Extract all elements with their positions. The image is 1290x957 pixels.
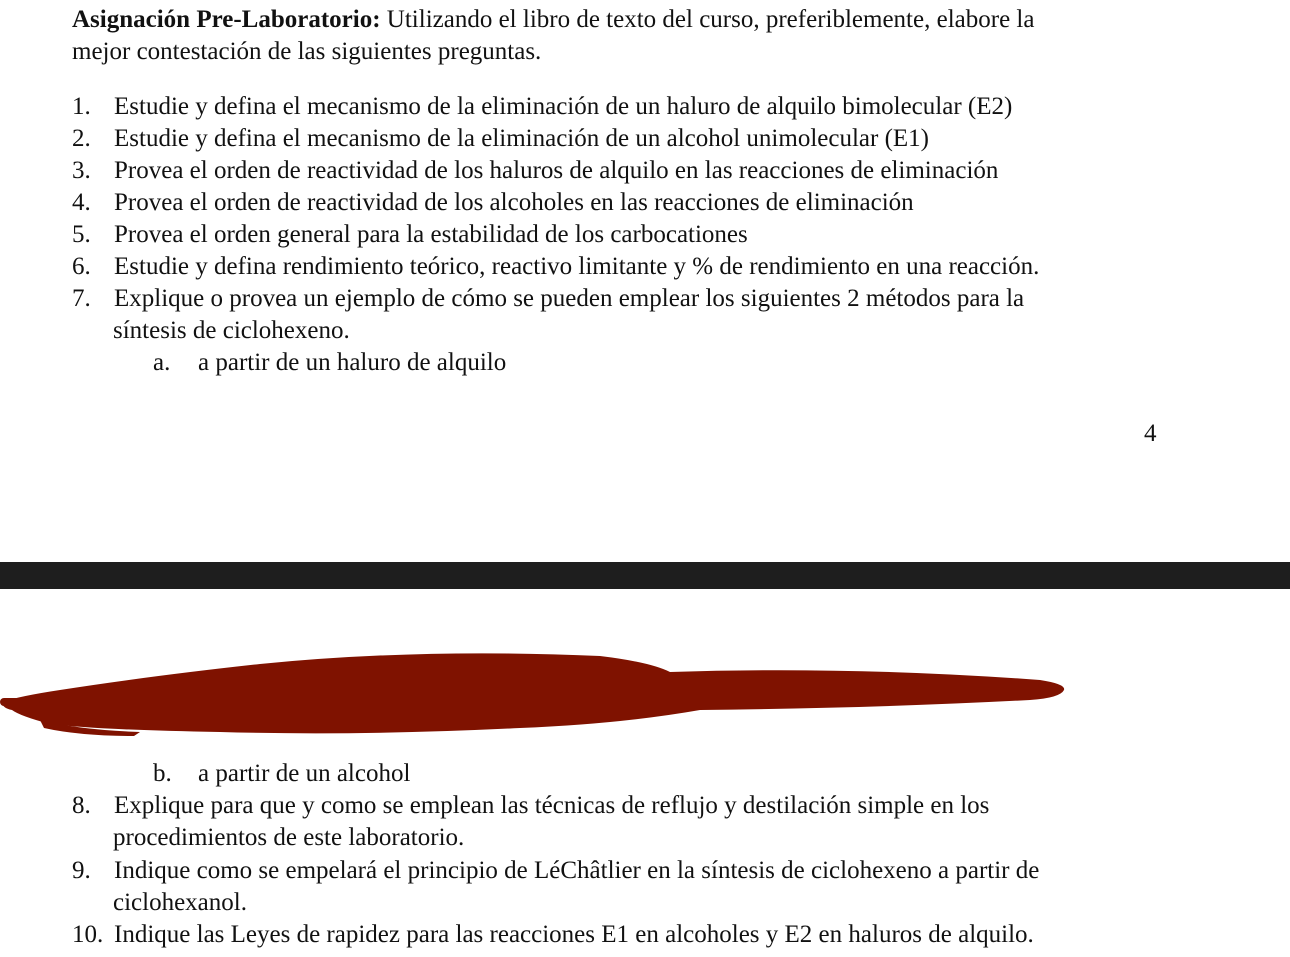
question-text: Explique o provea un ejemplo de cómo se pueden emplear los siguientes 2 métodos para la <box>114 285 1025 312</box>
question-number: 2. <box>72 125 91 152</box>
question-text: Indique como se empelará el principio de LéChâtlier en la síntesis de ciclohexeno a partir de <box>114 857 1040 884</box>
intro-text: Utilizando el libro de texto del curso, preferiblemente, elabore la <box>380 6 1035 33</box>
question-number: 9. <box>72 857 91 884</box>
question-number: 4. <box>72 189 91 216</box>
question-text: Explique para que y como se emplean las técnicas de reflujo y destilación simple en los <box>114 792 990 819</box>
question-text: Estudie y defina rendimiento teórico, reactivo limitante y % de rendimiento en una reacción. <box>114 253 1040 280</box>
intro-text-line2: mejor contestación de las siguientes preguntas. <box>72 38 542 65</box>
question-number: 1. <box>72 93 91 120</box>
question-number: 5. <box>72 221 91 248</box>
intro-paragraph <box>72 4 1182 68</box>
subitem-letter: b. <box>153 760 172 787</box>
intro-heading: Asignación Pre-Laboratorio: <box>72 6 381 33</box>
question-number: 7. <box>72 285 91 312</box>
question-8-continuation: procedimientos de este laboratorio. <box>113 824 465 851</box>
question-number: 8. <box>72 792 91 819</box>
subitem-text: a partir de un haluro de alquilo <box>198 349 507 376</box>
question-7-continuation: síntesis de ciclohexeno. <box>113 317 350 344</box>
question-text: Provea el orden de reactividad de los alcoholes en las reacciones de eliminación <box>114 189 914 216</box>
question-9-continuation: ciclohexanol. <box>113 889 247 916</box>
subitem-b <box>153 758 411 790</box>
question-number: 6. <box>72 253 91 280</box>
redaction-mark <box>0 640 1080 750</box>
subitem-letter: a. <box>153 349 171 376</box>
question-text: Indique las Leyes de rapidez para las reacciones E1 en alcoholes y E2 en haluros de alquilo. <box>114 921 1034 948</box>
question-text: Estudie y defina el mecanismo de la eliminación de un haluro de alquilo bimolecular (E2) <box>114 93 1013 120</box>
question-number: 10. <box>72 921 104 948</box>
subitem-a <box>153 347 507 379</box>
question-text: Provea el orden de reactividad de los haluros de alquilo en las reacciones de eliminación <box>114 157 999 184</box>
subitem-text: a partir de un alcohol <box>198 760 411 787</box>
question-number: 3. <box>72 157 91 184</box>
question-text: Provea el orden general para la estabilidad de los carbocationes <box>114 221 748 248</box>
question-text: Estudie y defina el mecanismo de la eliminación de un alcohol unimolecular (E1) <box>114 125 930 152</box>
page-number: 4 <box>1144 420 1157 447</box>
page-separator <box>0 562 1290 589</box>
